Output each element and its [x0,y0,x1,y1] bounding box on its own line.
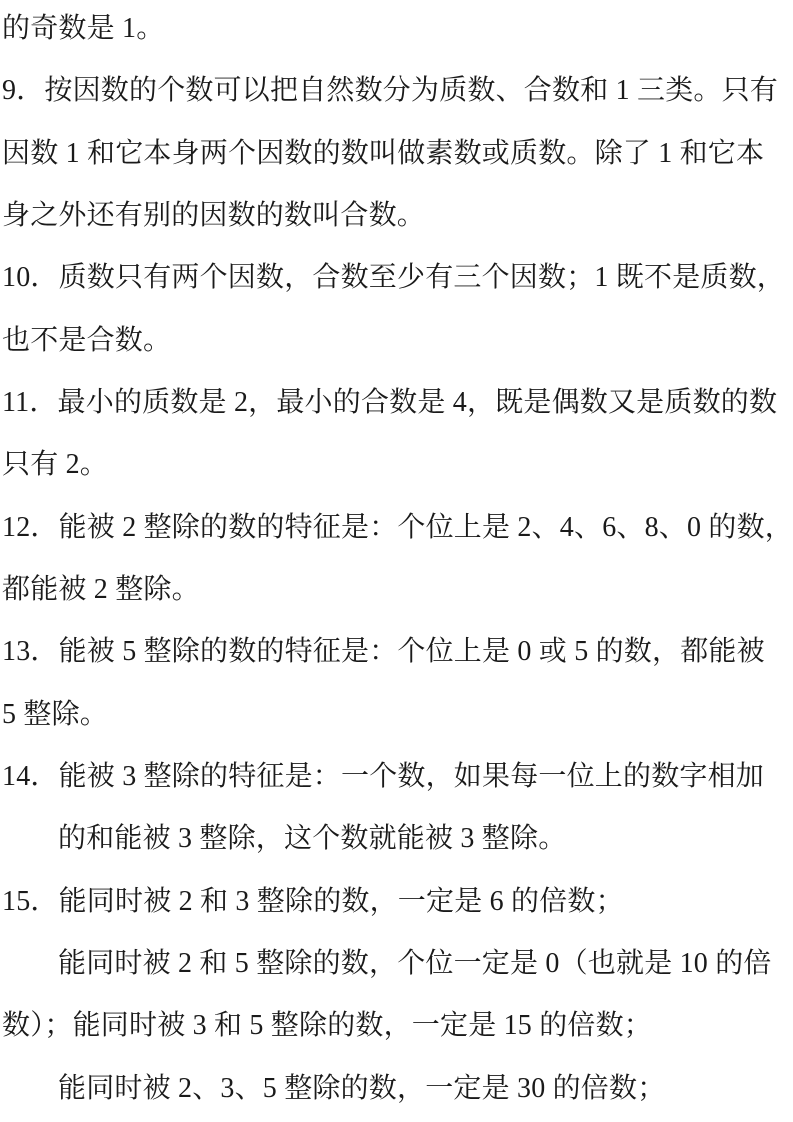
text-line: 14．能被 3 整除的特征是：一个数，如果每一位上的数字相加 [2,760,765,792]
text-line: 只有 2。 [2,449,109,481]
text-line: 的和能被 3 整除，这个数就能被 3 整除。 [58,823,567,855]
text-line: 因数 1 和它本身两个因数的数叫做素数或质数。除了 1 和它本 [2,137,765,169]
text-line: 9．按因数的个数可以把自然数分为质数、合数和 1 三类。只有 [2,75,779,107]
text-line: 12．能被 2 整除的数的特征是：个位上是 2、4、6、8、0 的数， [2,511,793,543]
document-body [2,0,793,1120]
text-line: 都能被 2 整除。 [2,573,200,605]
text-line: 15．能同时被 2 和 3 整除的数，一定是 6 的倍数； [2,885,624,917]
text-line: 能同时被 2 和 5 整除的数，个位一定是 0（也就是 10 的倍 [58,947,772,979]
text-line: 也不是合数。 [2,324,172,356]
text-line: 能同时被 2、3、5 整除的数，一定是 30 的倍数； [58,1072,666,1104]
text-line: 10．质数只有两个因数，合数至少有三个因数；1 既不是质数， [2,262,786,294]
text-line: 5 整除。 [2,698,109,730]
text-line: 11．最小的质数是 2，最小的合数是 4，既是偶数又是质数的数 [2,386,778,418]
text-line: 身之外还有别的因数的数叫合数。 [2,199,426,231]
text-line: 数）；能同时被 3 和 5 整除的数，一定是 15 的倍数； [2,1010,653,1042]
text-line: 的奇数是 1。 [2,13,165,44]
text-line: 13．能被 5 整除的数的特征是：个位上是 0 或 5 的数，都能被 [2,636,765,668]
